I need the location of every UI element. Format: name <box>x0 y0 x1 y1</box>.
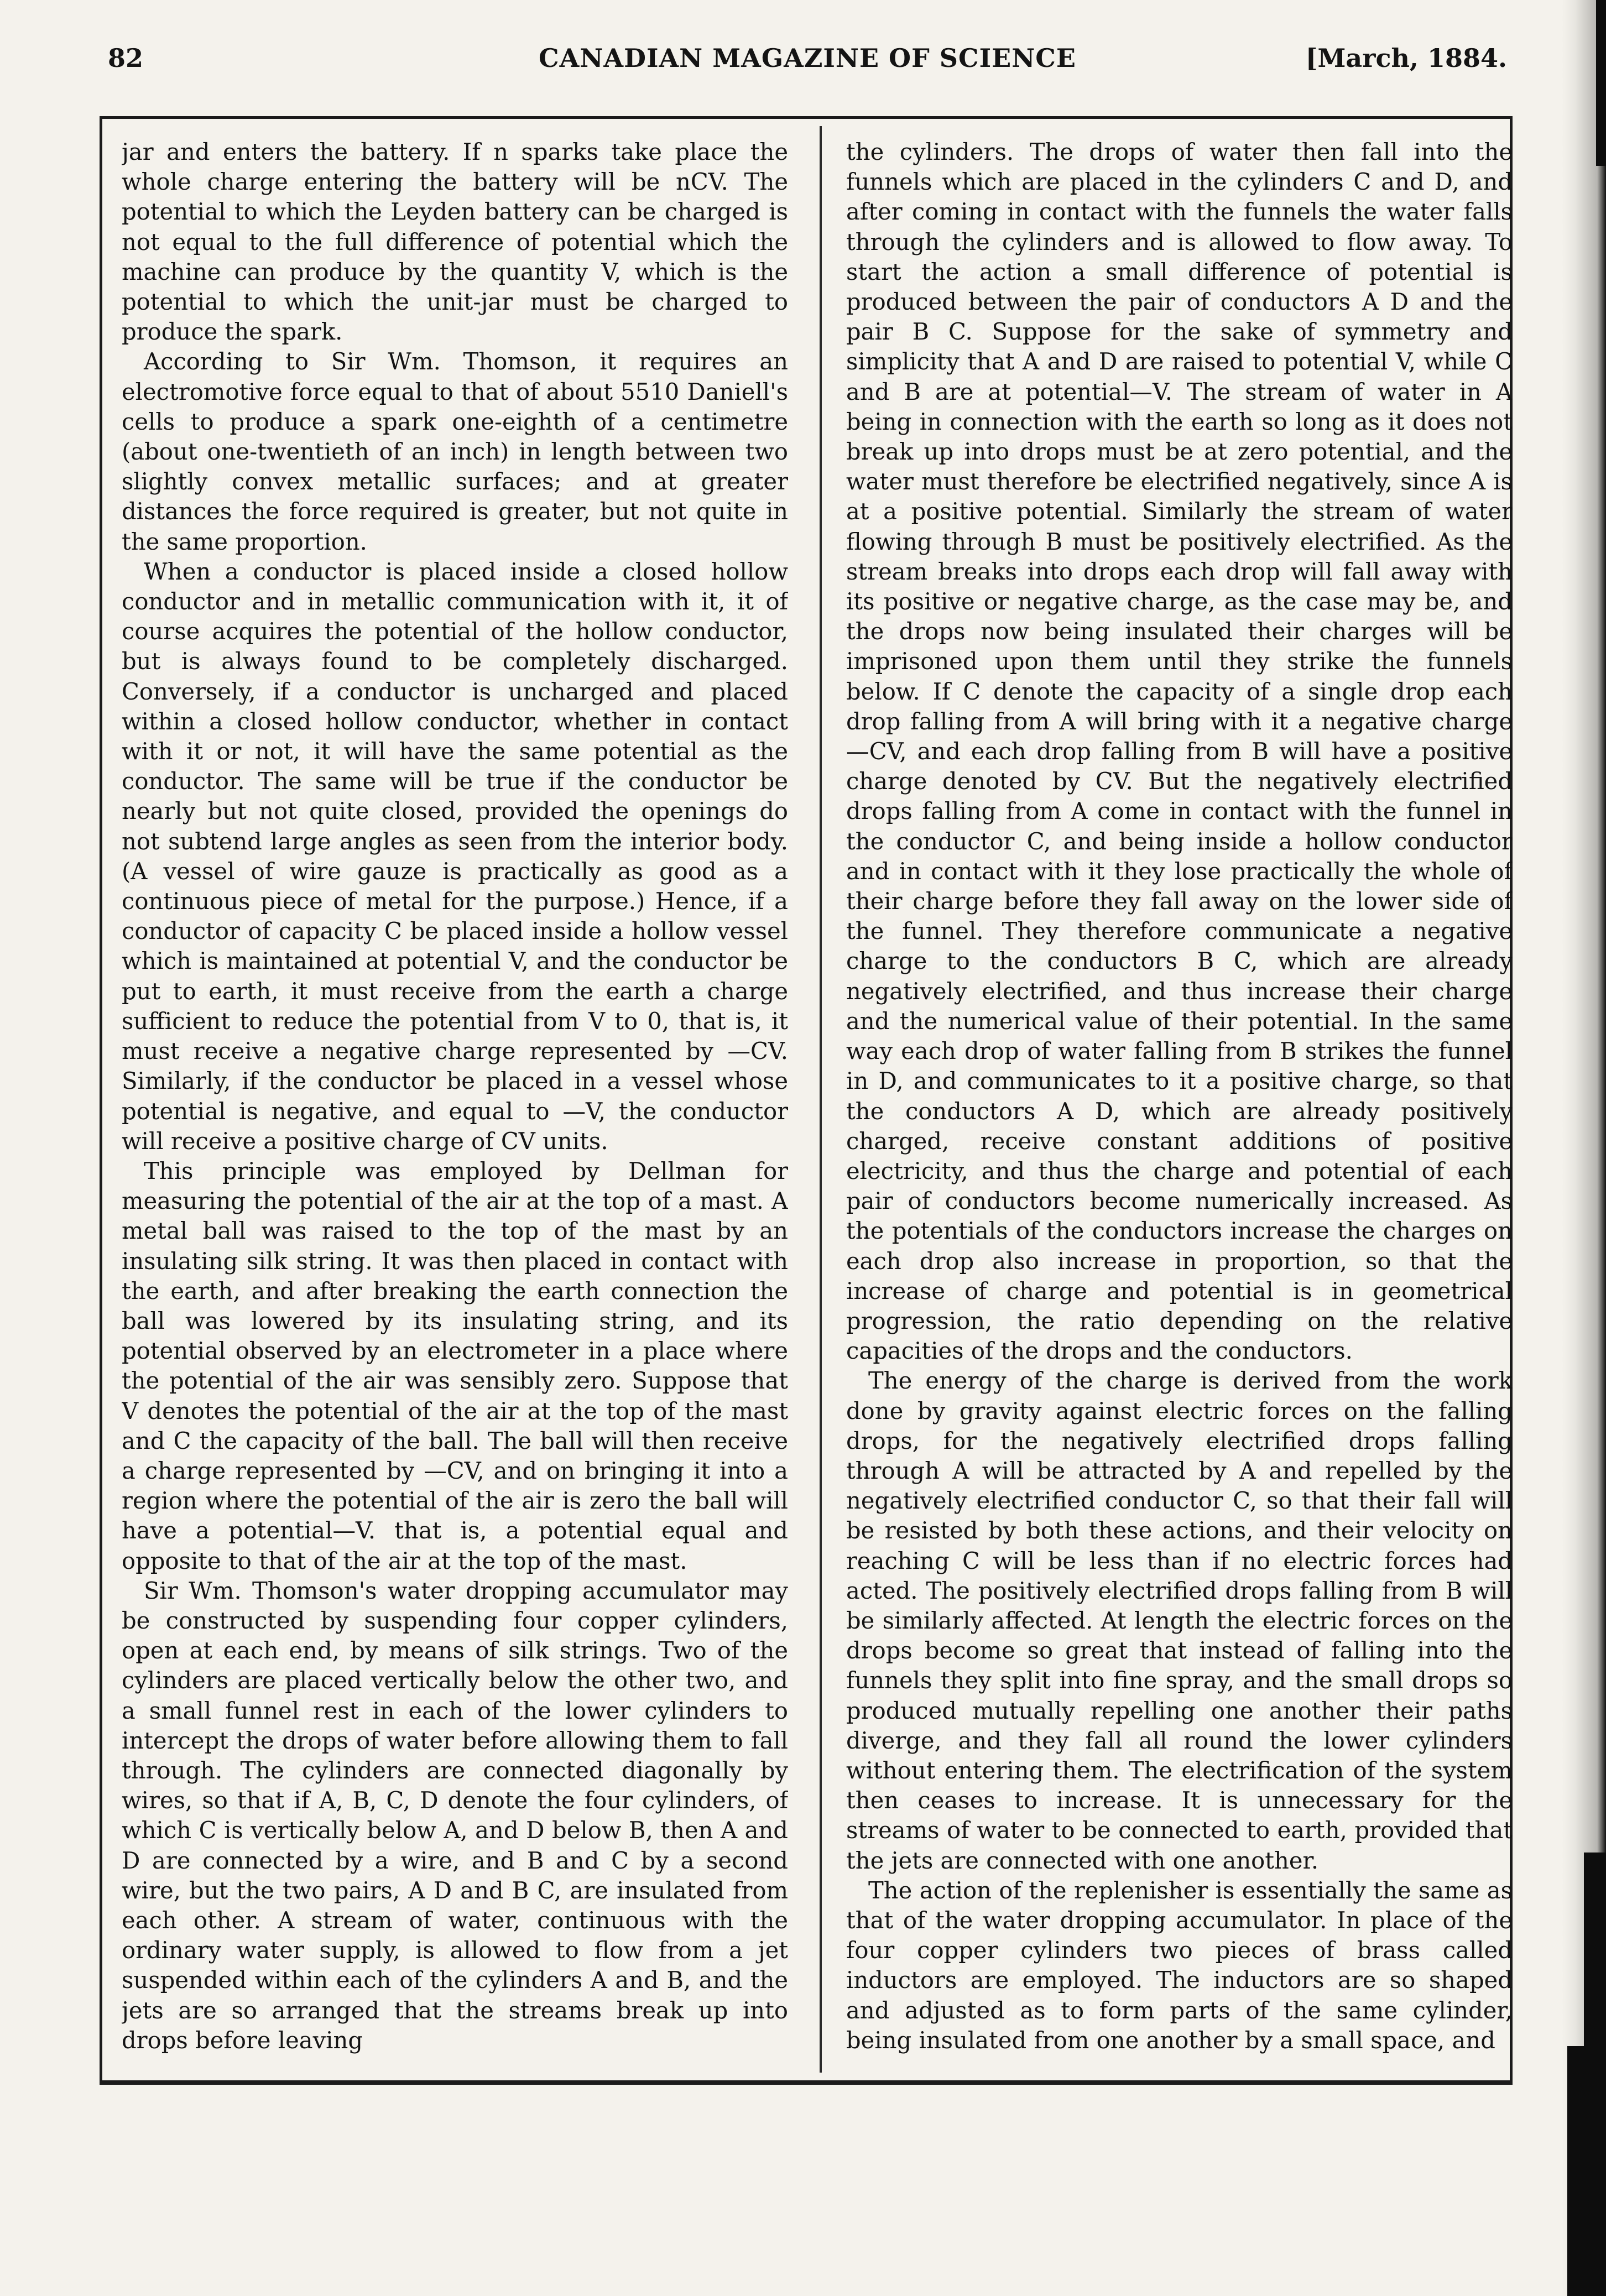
right-column <box>846 137 1513 2073</box>
paragraph: The action of the replenisher is essentially the same as that of the water dropping accumulator. In place of the four copper cylinders two pieces of brass called inductors are employed. The inductors are so shaped and adjusted as to form parts of the same cylinder, being insulated from one another by a small space, and <box>846 1876 1513 2054</box>
magazine-title: CANADIAN MAGAZINE OF SCIENCE <box>539 43 1076 73</box>
page-header <box>108 43 1507 76</box>
paragraph: When a conductor is placed inside a closed hollow conductor and in metallic communication with it, it of course acquires the potential of the hollow conductor, but is always found to be completely discharged. Conversely, if a conductor is uncharged and placed within a closed hollow conductor, whether in contact with it or not, it will have the same potential as the conductor. The same will be true if the conductor be nearly but not quite closed, provided the openings do not subtend large angles as seen from the interior body. (A vessel of wire gauze is practically as good as a continuous piece of metal for the purpose.) Hence, if a conductor of capacity C be placed inside a hollow vessel which is maintained at potential V, and the conductor be put to earth, it must receive from the earth a charge sufficient to reduce the potential from V to 0, that is, it must receive a negative charge represented by —CV. Similarly, if the conductor be placed in a vessel whose potential is negative, and equal to —V, the conductor will receive a positive charge of CV units. <box>122 557 788 1155</box>
page-number: 82 <box>108 43 144 73</box>
paragraph: The energy of the charge is derived from the work done by gravity against electric forces on the falling drops, for the negatively electrified drops falling through A will be attracted by A and repelled by the negatively electrified conductor C, so that their fall will be resisted by both these actions, and their velocity on reaching C will be less than if no electric forces had acted. The positively electrified drops falling from B will be similarly affected. At length the electric forces on the drops become so great that instead of falling into the funnels they split into fine spray, and the small drops so produced mutually repelling one another their paths diverge, and they fall all round the lower cylinders without entering them. The electrification of the system then ceases to increase. It is unnecessary for the streams of water to be connected to earth, provided that the jets are connected with one another. <box>846 1367 1513 1874</box>
left-column <box>122 137 788 2073</box>
paragraph: jar and enters the battery. If n sparks take place the whole charge entering the battery will be nCV. The potential to which the Leyden battery can be charged is not equal to the full difference of potential which the machine can produce by the quantity V, which is the potential to which the unit-jar must be charged to produce the spark. <box>122 138 788 346</box>
column-divider <box>820 126 822 2073</box>
paragraph: This principle was employed by Dellman for measuring the potential of the air at the top of a mast. A metal ball was raised to the top of the mast by an insulating silk string. It was then placed in contact with the earth, and after breaking the earth connection the ball was lowered by its insulating string, and its potential observed by an electrometer in a place where the potential of the air was sensibly zero. Suppose that V denotes the potential of the air at the top of the mast and C the capacity of the ball. The ball will then receive a charge represented by —CV, and on bringing it into a region where the potential of the air is zero the ball will have a potential—V. that is, a potential equal and opposite to that of the air at the top of the mast. <box>122 1157 788 1574</box>
paragraph: the cylinders. The drops of water then fall into the funnels which are placed in the cylinders C and D, and after coming in contact with the funnels the water falls through the cylinders and is allowed to flow away. To start the action a small difference of potential is produced between the pair of conductors A D and the pair B C. Suppose for the sake of symmetry and simplicity that A and D are raised to potential V, while C and B are at potential—V. The stream of water in A being in connection with the earth so long as it does not break up into drops must be at zero potential, and the water must therefore be electrified negatively, since A is at a positive potential. Similarly the stream of water flowing through B must be positively electrified. As the stream breaks into drops each drop will fall away with its positive or negative charge, as the case may be, and the drops now being insulated their charges will be imprisoned upon them until they strike the funnels below. If C denote the capacity of a single drop each drop falling from A will bring with it a negative charge —CV, and each drop falling from B will have a positive charge denoted by CV. But the negatively electrified drops falling from A come in contact with the funnel in the conductor C, and being inside a hollow conductor and in contact with it they lose practically the whole of their charge before they fall away on the lower side of the funnel. They therefore communicate a negative charge to the conductors B C, which are already negatively electrified, and thus increase their charge and the numerical value of their potential. In the same way each drop of water falling from B strikes the funnel in D, and communicates to it a positive charge, so that the conductors A D, which are already positively charged, receive constant additions of positive electricity, and thus the charge and potential of each pair of conductors become numerically increased. As the potentials of the conductors increase the charges on each drop also increase in proportion, so that the increase of charge and potential is in geometrical progression, the ratio depending on the relative capacities of the drops and the conductors. <box>846 138 1513 1365</box>
scan-edge-mark <box>1596 0 1606 166</box>
paragraph: According to Sir Wm. Thomson, it requires an electromotive force equal to that of about 5510 Daniell's cells to produce a spark one-eighth of a centimetre (about one-twentieth of an inch) in length between two slightly convex metallic surfaces; and at greater distances the force required is greater, but not quite in the same proportion. <box>122 348 788 555</box>
scan-edge-mark <box>1567 2046 1606 2296</box>
paragraph: Sir Wm. Thomson's water dropping accumulator may be constructed by suspending four copper cylinders, open at each end, by means of silk strings. Two of the cylinders are placed vertically below the other two, and a small funnel rest in each of the lower cylinders to intercept the drops of water before allowing them to fall through. The cylinders are connected diagonally by wires, so that if A, B, C, D denote the four cylinders, of which C is vertically below A, and D below B, then A and D are connected by a wire, and B and C by a second wire, but the two pairs, A D and B C, are insulated from each other. A stream of water, continuous with the ordinary water supply, is allowed to flow from a jet suspended within each of the cylinders A and B, and the jets are so arranged that the streams break up into drops before leaving <box>122 1577 788 2054</box>
issue-date: [March, 1884. <box>1305 43 1507 73</box>
